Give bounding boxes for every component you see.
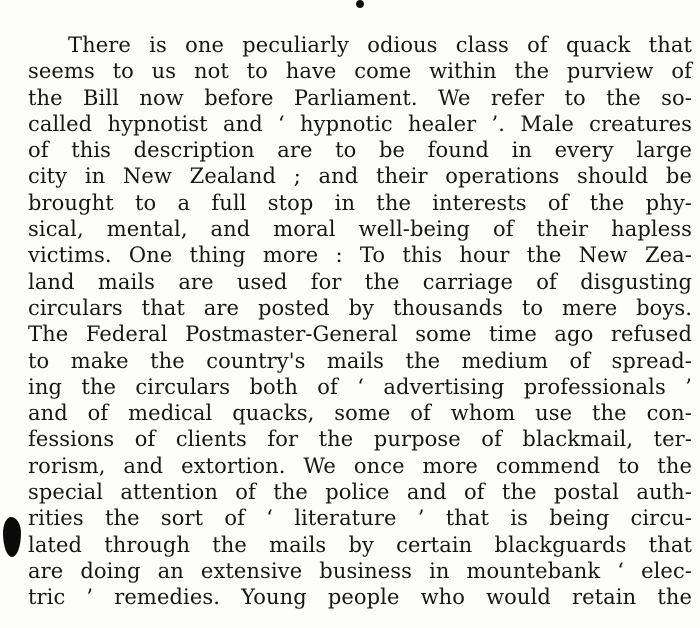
article-line: fessions of clients for the purpose of blackmail, ter-: [28, 427, 692, 452]
article-line: city in New Zealand ; and their operations should be: [28, 164, 692, 189]
ink-blot: [3, 517, 21, 557]
article-line: special attention of the police and of the postal auth-: [28, 480, 692, 505]
article-line: ing the circulars both of ‘ advertising professionals ’: [28, 374, 692, 399]
print-speck: [356, 0, 364, 8]
article-line: and of medical quacks, some of whom use the con-: [28, 401, 692, 426]
article-line: The Federal Postmaster-General some time ago refused: [28, 322, 692, 347]
article-line: seems to us not to have come within the purview of: [28, 59, 692, 84]
article-line: the Bill now before Parliament. We refer to the so-: [28, 85, 692, 110]
article-line: rorism, and extortion. We once more commend to the: [28, 453, 692, 478]
article-line: to make the country's mails the medium of spread-: [28, 348, 692, 373]
article-line: brought to a full stop in the interests of the phy-: [28, 190, 692, 215]
article-line: called hypnotist and ‘ hypnotic healer ’. Male creatures: [28, 111, 692, 136]
article-line: are doing an extensive business in mountebank ‘ elec-: [28, 558, 692, 583]
article-line: There is one peculiarly odious class of quack that: [68, 33, 692, 57]
article-line: circulars that are posted by thousands to mere boys.: [28, 295, 692, 320]
article-line: lated through the mails by certain blackguards that: [28, 532, 692, 557]
article-line: rities the sort of ‘ literature ’ that is being circu-: [28, 506, 692, 531]
article-line: of this description are to be found in every large: [28, 138, 692, 163]
article-line: land mails are used for the carriage of disgusting: [28, 269, 692, 294]
article-column: [28, 32, 692, 611]
article-line: sical, mental, and moral well-being of their hapless: [28, 217, 692, 242]
article-line: victims. One thing more : To this hour the New Zea-: [28, 243, 692, 268]
article-line: tric ’ remedies. Young people who would retain the: [28, 585, 692, 610]
